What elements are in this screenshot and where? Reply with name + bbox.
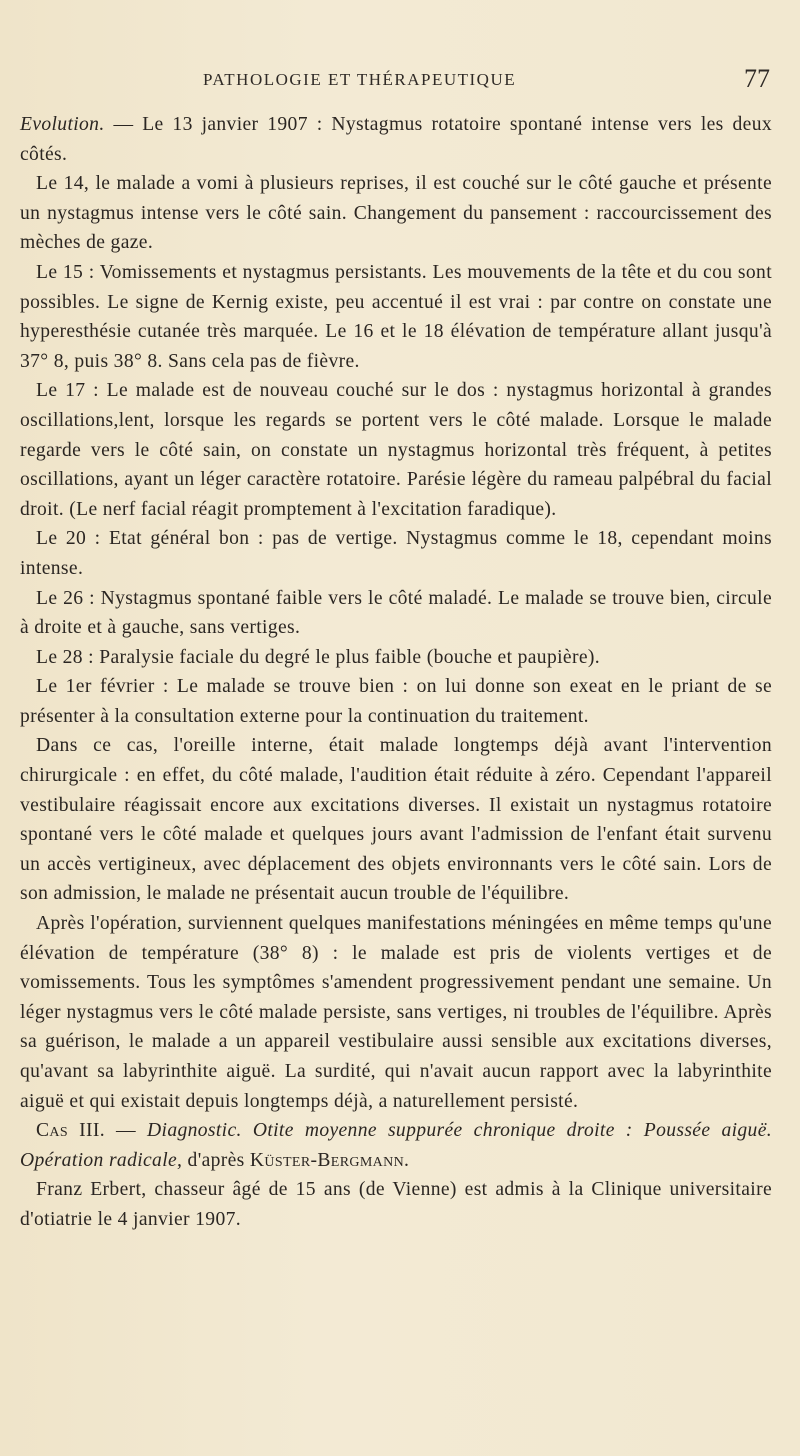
body-text	[20, 110, 772, 1235]
page-number: 77	[744, 64, 770, 93]
paragraph: Le 20 : Etat général bon : pas de vertige. Nystagmus comme le 18, cependant moins intense.	[20, 528, 772, 579]
section-lead: Evolution.	[20, 114, 105, 135]
case-heading: Cas III. — Diagnostic. Otite moyenne suppurée chronique droite : Poussée aiguë. Opération radicale, d'après Küster-Bergmann.	[20, 1120, 772, 1171]
paragraph: Après l'opération, surviennent quelques manifestations méningées en même temps qu'une élévation de température (38° 8) : le malade est pris de violents vertiges et de vomissements. Tous les symptômes s'amendent progressivement pendant une semaine. Un léger nystagmus vers le côté malade persiste, sans vertiges, ni troubles de l'équilibre. Après sa guérison, le malade a un appareil vestibulaire aussi sensible aux excitations diverses, qu'avant sa labyrinthite aiguë. La surdité, qui n'avait aucun rapport avec la labyrinthite aiguë et qui existait depuis longtemps déjà, a naturellement persisté.	[20, 913, 772, 1112]
paragraph: Franz Erbert, chasseur âgé de 15 ans (de Vienne) est admis à la Clinique universitaire d'otiatrie le 4 janvier 1907.	[20, 1179, 772, 1230]
running-title: PATHOLOGIE ET THÉRAPEUTIQUE	[203, 70, 517, 89]
paragraph: Le 15 : Vomissements et nystagmus persistants. Les mouvements de la tête et du cou sont possibles. Le signe de Kernig existe, peu accentué il est vrai : par contre on constate une hyperesthésie cutanée très marquée. Le 16 et le 18 élévation de température allant jusqu'à 37° 8, puis 38° 8. Sans cela pas de fièvre.	[20, 261, 772, 372]
paragraph: Le 28 : Paralysie faciale du degré le plus faible (bouche et paupière).	[36, 646, 600, 668]
case-label: Cas III.	[36, 1120, 105, 1142]
paragraph: Le 26 : Nystagmus spontané faible vers le côté maladé. Le malade se trouve bien, circule à droite et à gauche, sans vertiges.	[20, 587, 772, 639]
paragraph: Le 1er février : Le malade se trouve bien : on lui donne son exeat en le priant de se présenter à la consultation externe pour la continuation du traitement.	[20, 676, 772, 727]
case-diagnosis: Diagnostic. Otite moyenne suppurée chronique droite : Poussée aiguë. Opération radicale,	[20, 1120, 772, 1171]
paragraph: Dans ce cas, l'oreille interne, était malade longtemps déjà avant l'intervention chirurgicale : en effet, du côté malade, l'audition était réduite à zéro. Cependant l'appareil vestibulaire réagissait encore aux excitations diverses. Il existait un nystagmus rotatoire spontané vers le côté malade et quelques jours avant l'admission de l'enfant était survenu un accès vertigineux, avec déplacement des objets environnants vers le côté sain. Lors de son admission, le malade ne présentait aucun trouble de l'équilibre.	[20, 735, 772, 905]
paragraph: Evolution. — Le 13 janvier 1907 : Nystagmus rotatoire spontané intense vers les deux côtés.	[20, 114, 772, 165]
case-authors: Küster-Bergmann	[249, 1149, 405, 1171]
paragraph: Le 17 : Le malade est de nouveau couché sur le dos : nystagmus horizontal à grandes oscillations,lent, lorsque les regards se portent vers le côté malade. Lorsque le malade regarde vers le côté sain, on constate un nystagmus horizontal très fréquent, à petites oscillations, ayant un léger caractère rotatoire. Parésie légère du rameau palpébral du facial droit. (Le nerf facial réagit promptement à l'excitation faradique).	[20, 380, 772, 520]
running-header	[0, 66, 800, 96]
paragraph: Le 14, le malade a vomi à plusieurs reprises, il est couché sur le côté gauche et présente un nystagmus intense vers le côté sain. Changement du pansement : raccourcissement des mèches de gaze.	[20, 173, 772, 254]
